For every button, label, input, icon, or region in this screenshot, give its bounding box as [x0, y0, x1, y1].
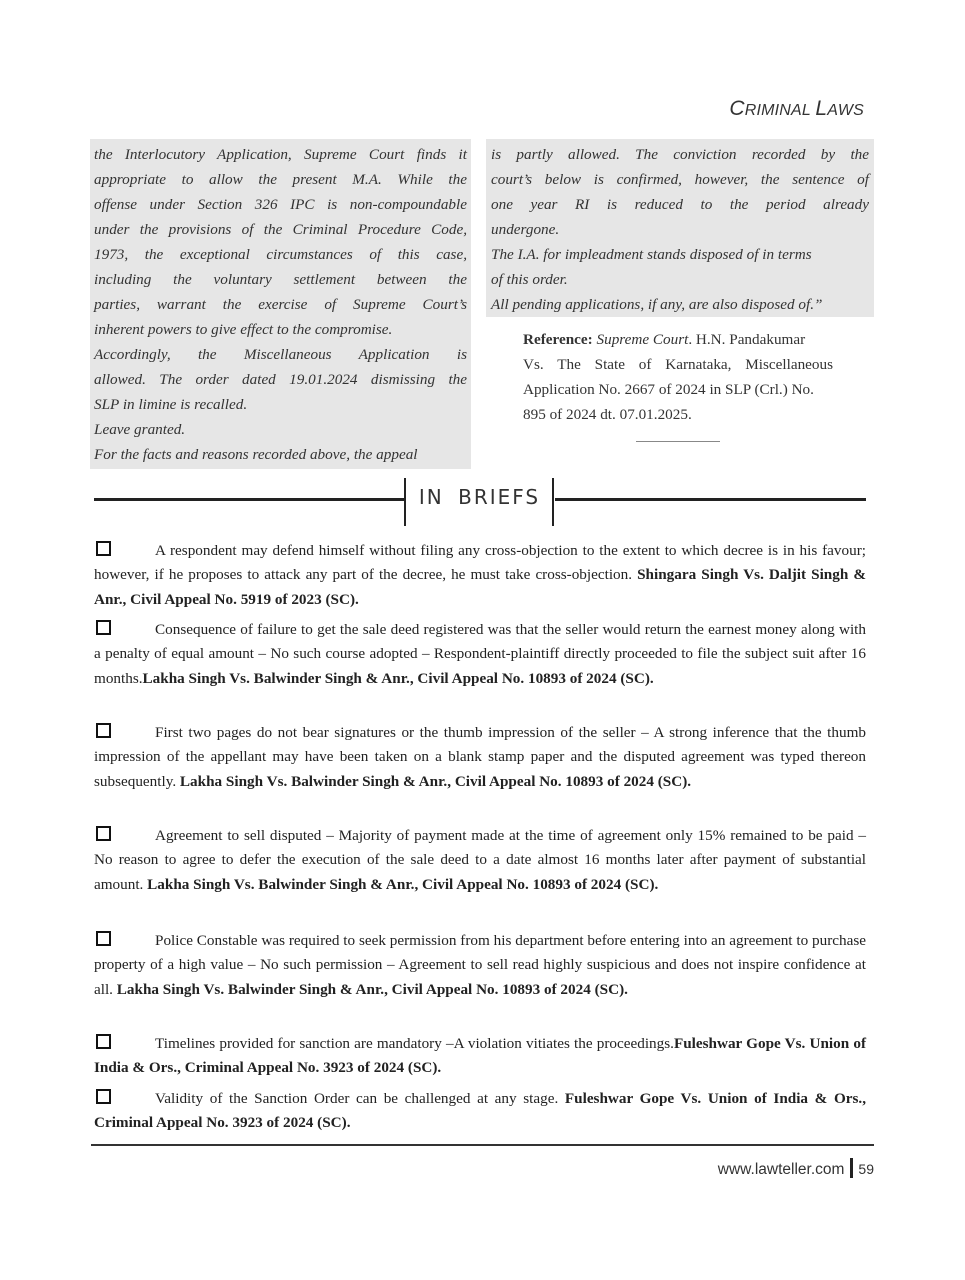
section-title: CRIMINAL LAWS: [729, 97, 864, 120]
brief-citation: Shingara Singh Vs. Daljit Singh & Anr., Civil Appeal No. 5919 of 2023 (SC).: [94, 566, 866, 608]
brief-item: [94, 1087, 866, 1136]
brief-item: [94, 539, 866, 612]
excerpt-line: including the voluntary settlement between the: [94, 271, 467, 288]
brief-citation: Fuleshwar Gope Vs. Union of India & Ors., Criminal Appeal No. 3923 of 2024 (SC).: [94, 1090, 866, 1132]
judgment-excerpt-right: [486, 139, 874, 317]
reference-court: Supreme Court: [596, 331, 689, 348]
checkbox-icon: [96, 826, 111, 841]
reference-divider: [636, 441, 720, 442]
excerpt-line: appropriate to allow the present M.A. While the: [94, 171, 467, 188]
heading-bracket-right: [552, 478, 554, 526]
brief-citation: Lakha Singh Vs. Balwinder Singh & Anr., Civil Appeal No. 10893 of 2024 (SC).: [147, 875, 659, 893]
excerpt-line: All pending applications, if any, are also disposed of.”: [491, 296, 823, 313]
excerpt-line: court’s below is confirmed, however, the sentence of: [491, 171, 869, 188]
brief-item: [94, 1032, 866, 1081]
excerpt-line: under the provisions of the Criminal Procedure Code,: [94, 221, 467, 238]
brief-text: Timelines provided for sanction are mandatory –A violation vitiates the proceedings.: [155, 1035, 674, 1052]
excerpt-line: of this order.: [491, 271, 568, 288]
brief-citation: Fuleshwar Gope Vs. Union of India & Ors., Criminal Appeal No. 3923 of 2024 (SC).: [94, 1035, 866, 1077]
footer-separator: [850, 1158, 853, 1178]
excerpt-line: The I.A. for impleadment stands disposed of in terms: [491, 246, 812, 263]
heading-bracket-left: [404, 478, 406, 526]
reference-label: Reference:: [523, 331, 593, 348]
reference-text: . H.N. Pandakumar: [688, 331, 806, 348]
excerpt-line: SLP in limine is recalled.: [94, 396, 248, 413]
heading-rule-right: [555, 498, 866, 501]
reference-text: 895 of 2024 dt. 07.01.2025.: [523, 406, 692, 423]
brief-citation: Lakha Singh Vs. Balwinder Singh & Anr., Civil Appeal No. 10893 of 2024 (SC).: [116, 980, 628, 998]
excerpt-line: undergone.: [491, 221, 560, 238]
excerpt-line: one year RI is reduced to the period already: [491, 196, 869, 213]
page-number: 59: [858, 1161, 874, 1177]
excerpt-line: 1973, the exceptional circumstances of this case,: [94, 246, 467, 263]
excerpt-line: For the facts and reasons recorded above, the appeal: [94, 446, 418, 463]
heading-rule-left: [94, 498, 404, 501]
checkbox-icon: [96, 1089, 111, 1104]
excerpt-line: is partly allowed. The conviction recorded by the: [491, 146, 869, 163]
reference-text: Vs. The State of Karnataka, Miscellaneous: [523, 356, 833, 373]
excerpt-line: Accordingly, the Miscellaneous Application is: [94, 346, 467, 363]
checkbox-icon: [96, 620, 111, 635]
checkbox-icon: [96, 541, 111, 556]
page-footer: [718, 1158, 874, 1179]
excerpt-line: inherent powers to give effect to the compromise.: [94, 321, 393, 338]
footer-rule: [91, 1144, 874, 1146]
website-link[interactable]: www.lawteller.com: [717, 1161, 845, 1178]
excerpt-line: the Interlocutory Application, Supreme Court finds it: [94, 146, 467, 163]
brief-item: [94, 721, 866, 794]
brief-citation: Lakha Singh Vs. Balwinder Singh & Anr., Civil Appeal No. 10893 of 2024 (SC).: [142, 669, 654, 687]
brief-text: Agreement to sell disputed – Majority of payment made at the time of agreement only 15% remained to be paid – No reason to agree to defer the execution of the sale deed to a date almost 16 months later after payment of substantial amount.: [94, 827, 866, 893]
brief-item: [94, 824, 866, 897]
reference-citation: [523, 327, 853, 427]
checkbox-icon: [96, 1034, 111, 1049]
excerpt-line: Leave granted.: [94, 421, 186, 438]
excerpt-line: offense under Section 326 IPC is non-compoundable: [94, 196, 467, 213]
brief-text: Validity of the Sanction Order can be challenged at any stage.: [155, 1090, 565, 1107]
brief-citation: Lakha Singh Vs. Balwinder Singh & Anr., Civil Appeal No. 10893 of 2024 (SC).: [179, 772, 692, 790]
brief-item: [94, 618, 866, 691]
brief-text: A respondent may defend himself without filing any cross-objection to the extent to which decree is in his favour; however, if he proposes to attack any part of the decree, he must take cross-objection.: [94, 542, 866, 584]
excerpt-line: allowed. The order dated 19.01.2024 dismissing the: [94, 371, 467, 388]
brief-text: First two pages do not bear signatures or the thumb impression of the seller – A strong inference that the thumb impression of the appellant may have been taken on a blank stamp paper and the disputed agreement was typed thereon subsequently.: [94, 724, 866, 790]
reference-text: Application No. 2667 of 2024 in SLP (Crl.) No.: [523, 381, 814, 398]
excerpt-line: parties, warrant the exercise of Supreme Court’s: [94, 296, 467, 313]
in-briefs-heading: IN BRIEFS: [418, 485, 541, 509]
brief-text: Consequence of failure to get the sale deed registered was that the seller would return the earnest money along with a penalty of equal amount – No such course adopted – Respondent-plaintiff directly proceeded to file the subject suit after 16 months.: [94, 621, 866, 687]
brief-text: Police Constable was required to seek permission from his department before entering into an agreement to purchase property of a high value – No such permission – Agreement to sell read highly suspicious and does not inspire confidence at all.: [94, 932, 866, 998]
checkbox-icon: [96, 931, 111, 946]
brief-item: [94, 929, 866, 1002]
checkbox-icon: [96, 723, 111, 738]
judgment-excerpt-left: [90, 139, 471, 469]
